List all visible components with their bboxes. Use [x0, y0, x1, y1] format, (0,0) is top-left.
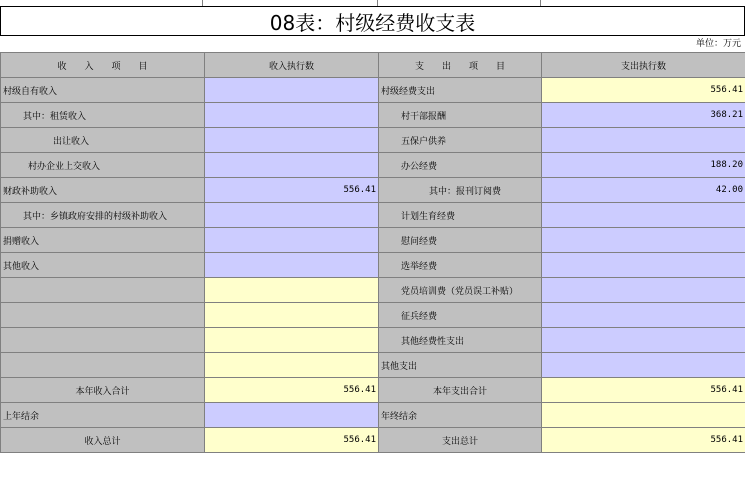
table-row: [1, 153, 745, 178]
page-title: 08表：村级经费收支表: [0, 6, 745, 36]
table-row: [1, 428, 745, 453]
expense-label-cell: 党员培训费（党员误工补贴）: [379, 278, 542, 303]
expense-label-cell: 支出总计: [379, 428, 542, 453]
income-value-cell[interactable]: [205, 228, 379, 253]
expense-value-cell[interactable]: [542, 328, 745, 353]
income-label-cell: 其中：租赁收入: [1, 103, 205, 128]
expense-label-cell: 选举经费: [379, 253, 542, 278]
income-value-cell[interactable]: [205, 403, 379, 428]
table-row: [1, 178, 745, 203]
table-row: [1, 78, 745, 103]
table-row: [1, 303, 745, 328]
income-label-cell: 财政补助收入: [1, 178, 205, 203]
income-item-header: 收 入 项 目: [1, 53, 205, 78]
expense-label-cell: 村干部报酬: [379, 103, 542, 128]
income-label-cell: 捐赠收入: [1, 228, 205, 253]
income-value-cell[interactable]: [205, 203, 379, 228]
expense-value-cell[interactable]: [542, 303, 745, 328]
expense-label-cell: 办公经费: [379, 153, 542, 178]
expense-value-cell[interactable]: 556.41: [542, 428, 745, 453]
income-value-cell[interactable]: [205, 78, 379, 103]
expense-item-header: 支 出 项 目: [379, 53, 542, 78]
income-value-cell[interactable]: [205, 253, 379, 278]
expense-value-cell[interactable]: [542, 228, 745, 253]
table-row: [1, 253, 745, 278]
expense-amount-header: 支出执行数: [542, 53, 745, 78]
expense-label-cell: 计划生育经费: [379, 203, 542, 228]
income-label-cell: 村办企业上交收入: [1, 153, 205, 178]
income-label-cell: 村级自有收入: [1, 78, 205, 103]
table-row: [1, 353, 745, 378]
income-label-cell: 收入总计: [1, 428, 205, 453]
table-row: [1, 403, 745, 428]
table-row: [1, 128, 745, 153]
expense-label-cell: 其他经费性支出: [379, 328, 542, 353]
expense-label-cell: 慰问经费: [379, 228, 542, 253]
income-label-cell: [1, 303, 205, 328]
expense-label-cell: 五保户供养: [379, 128, 542, 153]
income-label-cell: 其中：乡镇政府安排的村级补助收入: [1, 203, 205, 228]
income-value-cell[interactable]: [205, 328, 379, 353]
income-amount-header: 收入执行数: [205, 53, 379, 78]
income-value-cell[interactable]: 556.41: [205, 378, 379, 403]
table-row: [1, 228, 745, 253]
expense-label-cell: 征兵经费: [379, 303, 542, 328]
expense-value-cell[interactable]: [542, 128, 745, 153]
expense-label-cell: 其中：报刊订阅费: [379, 178, 542, 203]
income-label-cell: [1, 353, 205, 378]
expense-value-cell[interactable]: 188.20: [542, 153, 745, 178]
table-row: [1, 278, 745, 303]
expense-label-cell: 村级经费支出: [379, 78, 542, 103]
income-value-cell[interactable]: [205, 153, 379, 178]
table-row: [1, 378, 745, 403]
income-value-cell[interactable]: [205, 303, 379, 328]
unit-label: 单位：万元: [695, 39, 741, 49]
expense-value-cell[interactable]: 368.21: [542, 103, 745, 128]
expense-value-cell[interactable]: [542, 203, 745, 228]
income-label-cell: 本年收入合计: [1, 378, 205, 403]
expense-label-cell: 其他支出: [379, 353, 542, 378]
table-row: [1, 328, 745, 353]
expense-value-cell[interactable]: 556.41: [542, 78, 745, 103]
income-value-cell[interactable]: [205, 278, 379, 303]
expense-value-cell[interactable]: 556.41: [542, 378, 745, 403]
expense-value-cell[interactable]: 42.00: [542, 178, 745, 203]
income-label-cell: 上年结余: [1, 403, 205, 428]
budget-table: [0, 52, 745, 453]
expense-label-cell: 本年支出合计: [379, 378, 542, 403]
expense-value-cell[interactable]: [542, 278, 745, 303]
income-value-cell[interactable]: [205, 128, 379, 153]
expense-value-cell[interactable]: [542, 403, 745, 428]
income-value-cell[interactable]: 556.41: [205, 178, 379, 203]
income-value-cell[interactable]: [205, 103, 379, 128]
income-value-cell[interactable]: [205, 353, 379, 378]
expense-label-cell: 年终结余: [379, 403, 542, 428]
income-value-cell[interactable]: 556.41: [205, 428, 379, 453]
expense-value-cell[interactable]: [542, 353, 745, 378]
table-header-row: [1, 53, 745, 78]
income-label-cell: [1, 328, 205, 353]
income-label-cell: 其他收入: [1, 253, 205, 278]
income-label-cell: [1, 278, 205, 303]
table-row: [1, 203, 745, 228]
income-label-cell: 出让收入: [1, 128, 205, 153]
table-row: [1, 103, 745, 128]
expense-value-cell[interactable]: [542, 253, 745, 278]
